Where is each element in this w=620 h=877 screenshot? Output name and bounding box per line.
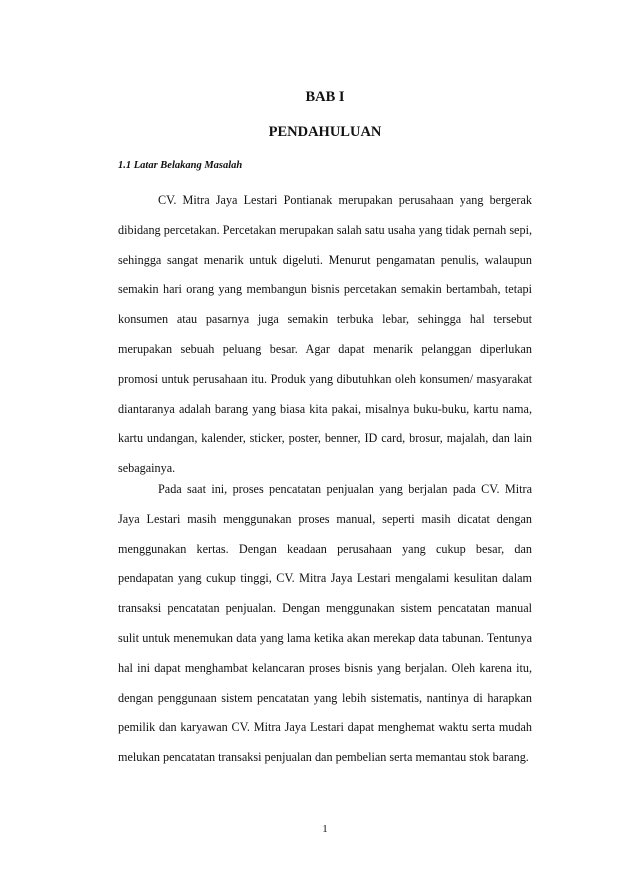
section-heading: 1.1 Latar Belakang Masalah [118,160,243,171]
body-paragraph-2: Pada saat ini, proses pencatatan penjualan yang berjalan pada CV. Mitra Jaya Lestari masih menggunakan proses manual, seperti masih dicatat dengan menggunakan kertas. Dengan keadaan perusahaan yang cukup besar, dan pendapatan yang cukup tinggi, CV. Mitra Jaya Lestari mengalami kesulitan dalam transaksi pencatatan penjualan. Dengan menggunakan sistem pencatatan manual sulit untuk menemukan data yang lama ketika akan merekap data tabunan. Tentunya hal ini dapat menghambat kelancaran proses bisnis yang berjalan. Oleh karena itu, dengan penggunaan sistem pencatatan yang lebih sistematis, nantinya di harapkan pemilik dan karyawan CV. Mitra Jaya Lestari dapat menghemat waktu serta mudah melukan pencatatan transaksi penjualan dan pembelian serta memantau stok barang. [118,482,532,765]
page-number: 1 [322,823,328,835]
body-paragraph-1: CV. Mitra Jaya Lestari Pontianak merupakan perusahaan yang bergerak dibidang percetakan. Percetakan merupakan salah satu usaha yang tidak pernah sepi, sehingga sangat menarik untuk digeluti. Menurut pengamatan penulis, walaupun semakin hari orang yang membangun bisnis percetakan semakin bertambah, tetapi konsumen atau pasarnya juga semakin terbuka lebar, sehingga hal tersebut merupakan sebuah peluang besar. Agar dapat menarik pelanggan diperlukan promosi untuk perusahaan itu. Produk yang dibutuhkan oleh konsumen/ masyarakat diantaranya adalah barang yang biasa kita pakai, misalnya buku-buku, kartu nama, kartu undangan, kalender, sticker, poster, benner, ID card, brosur, majalah, dan lain sebagainya. [118,193,532,476]
chapter-label: BAB I [305,89,345,105]
chapter-title: PENDAHULUAN [268,124,382,140]
